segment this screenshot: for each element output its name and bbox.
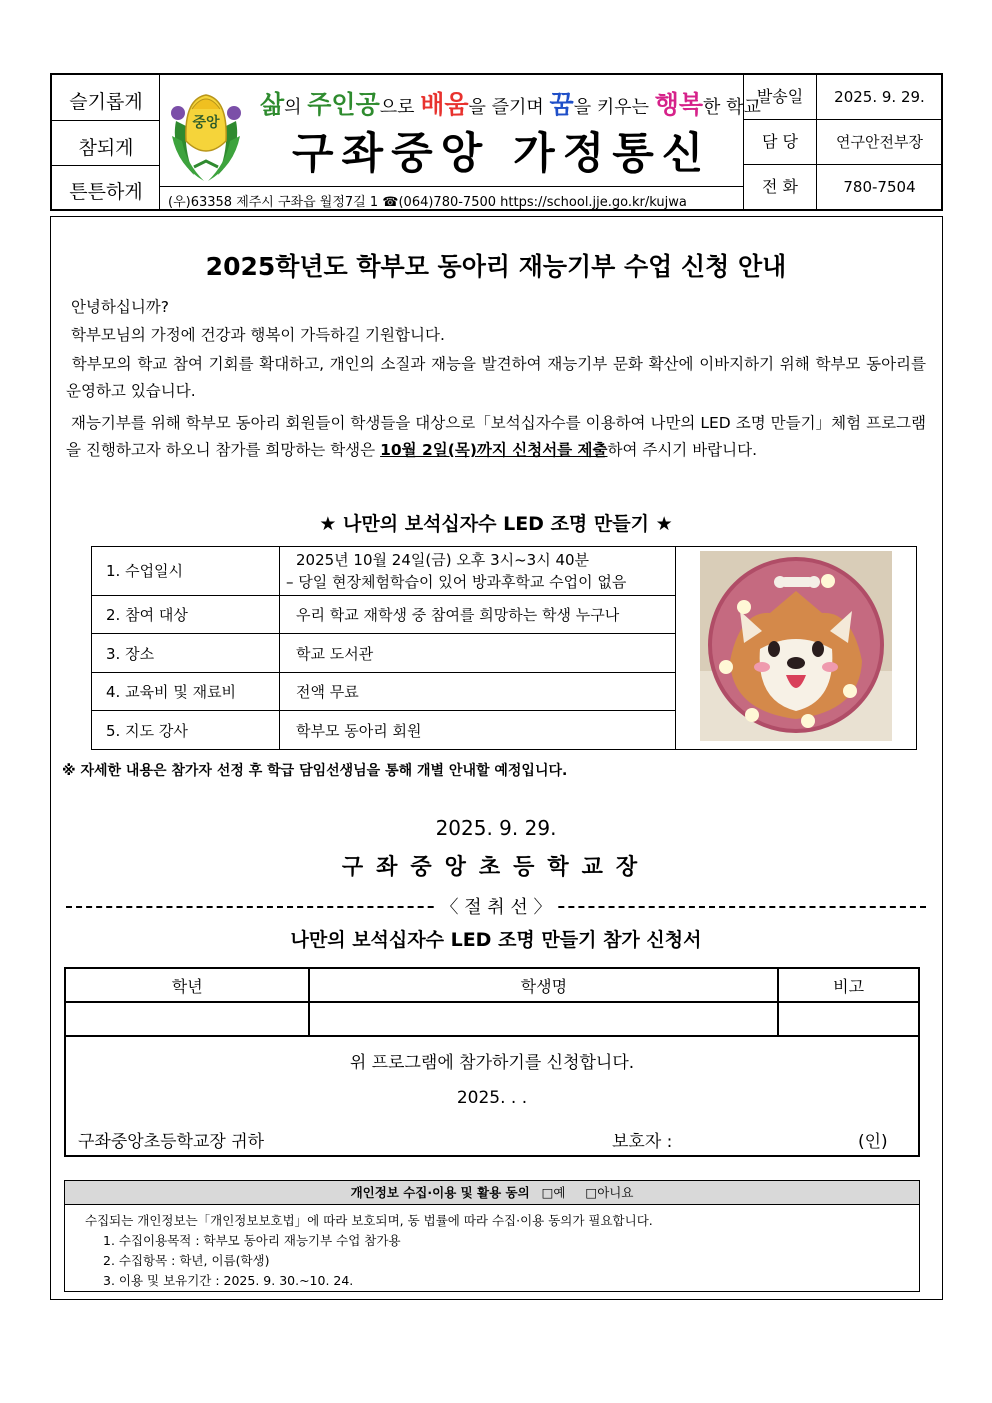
class-date: 2025년 10월 24일(금) 오후 3시~3시 40분	[296, 550, 590, 569]
greeting-1: 안녕하십니까?	[70, 298, 170, 316]
divider	[52, 120, 160, 121]
slogan-part: 행복	[654, 90, 704, 119]
seal-mark: (인)	[858, 1132, 888, 1152]
newsletter-title: 구좌중앙 가정통신	[292, 129, 712, 179]
program-info-table	[91, 546, 917, 750]
row-value	[280, 547, 676, 596]
paragraph-2	[66, 410, 926, 464]
motto-3: 튼튼하게	[69, 181, 143, 203]
slogan-part: 삶	[260, 90, 285, 119]
signature-date: 2025. 9. 29.	[435, 816, 557, 840]
row-value: 우리 학교 재학생 중 참여를 희망하는 학생 누구나	[280, 595, 676, 634]
application-title: 나만의 보석십자수 LED 조명 만들기 참가 신청서	[290, 929, 702, 951]
slogan-part: 한 학교	[703, 97, 761, 118]
greeting-line	[66, 322, 926, 349]
paragraph-1-text: 학부모의 학교 참여 기회를 확대하고, 개인의 소질과 재능을 발견하여 재능기부 문화 확산에 이바지하기 위해 학부모 동아리를 운영하고 있습니다.	[66, 355, 926, 400]
application-statement	[64, 1035, 920, 1157]
row-value: 학부모 동아리 회원	[280, 711, 676, 750]
motto-1: 슬기롭게	[69, 91, 143, 113]
newsletter-header	[50, 73, 943, 211]
remarks-field[interactable]	[778, 1002, 919, 1036]
principal-name: 구좌중앙초등학교장	[341, 855, 651, 880]
consent-no-checkbox[interactable]: □아니요	[585, 1185, 634, 1200]
cut-label-text: 〈 절 취 선 〉	[434, 897, 557, 918]
info-row-phone	[744, 165, 942, 209]
greeting-2: 학부모님의 가정에 건강과 행복이 가득하길 기원합니다.	[70, 326, 445, 344]
divider	[52, 165, 160, 166]
info-row-manager	[744, 120, 942, 165]
row-label: 1. 수업일시	[92, 547, 280, 596]
consent-item: 2. 수집항목 : 학년, 이름(학생)	[103, 1253, 270, 1268]
slogan-part: 주인공	[307, 90, 380, 119]
product-photo-cell	[676, 547, 917, 750]
issue-info-grid	[743, 75, 941, 209]
row-label: 5. 지도 강사	[92, 711, 280, 750]
slogan-part: 을 즐기며	[468, 97, 550, 118]
application-table	[64, 967, 920, 1037]
consent-header	[65, 1181, 919, 1205]
school-address: (우)63358 제주시 구좌읍 월정7길 1 ☎(064)780-7500 https://school.jje.go.kr/kujwa	[160, 186, 743, 209]
slogan-part: 으로	[379, 97, 421, 118]
info-row-date	[744, 75, 942, 120]
table-header-row	[65, 968, 919, 1002]
info-value: 2025. 9. 29.	[834, 88, 925, 106]
program-title: ★ 나만의 보석십자수 LED 조명 만들기 ★	[319, 513, 673, 535]
logo-text: 중앙	[192, 115, 220, 131]
cut-line	[66, 893, 926, 917]
application-statement-text: 위 프로그램에 참가하기를 신청합니다.	[349, 1053, 635, 1073]
paragraph-1	[66, 351, 926, 405]
class-date-note: – 당일 현장체험학습이 있어 방과후학교 수업이 없음	[286, 572, 627, 591]
motto-column	[52, 75, 160, 209]
consent-item: 3. 이용 및 보유기간 : 2025. 9. 30.~10. 24.	[103, 1273, 354, 1288]
table-row	[65, 1002, 919, 1036]
info-label: 담 당	[744, 120, 817, 164]
row-value: 학교 도서관	[280, 634, 676, 673]
consent-title: 개인정보 수집·이용 및 활용 동의	[350, 1185, 530, 1200]
slogan-part: 의	[284, 97, 308, 118]
row-value: 전액 무료	[280, 672, 676, 711]
table-row	[92, 547, 917, 596]
row-label: 2. 참여 대상	[92, 595, 280, 634]
motto-2: 참되게	[78, 137, 134, 159]
selection-note: ※ 자세한 내용은 참가자 선정 후 학급 담임선생님을 통해 개별 안내할 예정입니다.	[62, 763, 568, 779]
column-header-remarks: 비고	[778, 968, 919, 1002]
guardian-label: 보호자 :	[612, 1132, 673, 1152]
led-lamp-photo	[700, 551, 892, 741]
cut-label	[66, 893, 926, 919]
consent-intro: 수집되는 개인정보는「개인정보보호법」에 따라 보호되며, 동 법률에 따라 수집·이용 동의가 필요합니다.	[85, 1213, 653, 1228]
paragraph-2-text: 재능기부를 위해 학부모 동아리 회원들이 학생들을 대상으로「보석십자수를 이용하여 나만의 LED 조명 만들기」체험 프로그램을 진행하고자 하오니 참가를 희망하는 학생은	[66, 414, 926, 459]
consent-yes-checkbox[interactable]: □예	[541, 1185, 566, 1200]
application-date: 2025. . .	[456, 1088, 528, 1108]
row-label: 4. 교육비 및 재료비	[92, 672, 280, 711]
school-logo	[164, 81, 248, 185]
column-header-grade: 학년	[65, 968, 309, 1002]
column-header-student: 학생명	[309, 968, 778, 1002]
letter-title: 2025학년도 학부모 동아리 재능기부 수업 신청 안내	[205, 252, 787, 281]
deadline-emphasis: 10월 2일(목)까지 신청서를 제출	[380, 441, 608, 459]
grade-field[interactable]	[65, 1002, 309, 1036]
info-label: 전 화	[744, 165, 817, 209]
slogan-part: 꿈	[549, 90, 574, 119]
row-label: 3. 장소	[92, 634, 280, 673]
greeting-line	[66, 294, 926, 321]
slogan-part: 배움	[420, 90, 469, 119]
privacy-consent-box	[64, 1180, 920, 1292]
student-name-field[interactable]	[309, 1002, 778, 1036]
consent-item: 1. 수집이용목적 : 학부모 동아리 재능기부 수업 참가용	[103, 1233, 401, 1248]
school-slogan	[260, 85, 761, 121]
slogan-part: 을 키우는	[573, 97, 655, 118]
info-value: 780-7504	[843, 178, 916, 196]
addressee: 구좌중앙초등학교장 귀하	[78, 1132, 265, 1152]
paragraph-2-tail: 하여 주시기 바랍니다.	[607, 441, 758, 459]
info-label: 발송일	[744, 75, 817, 119]
info-value: 연구안전부장	[836, 133, 923, 151]
